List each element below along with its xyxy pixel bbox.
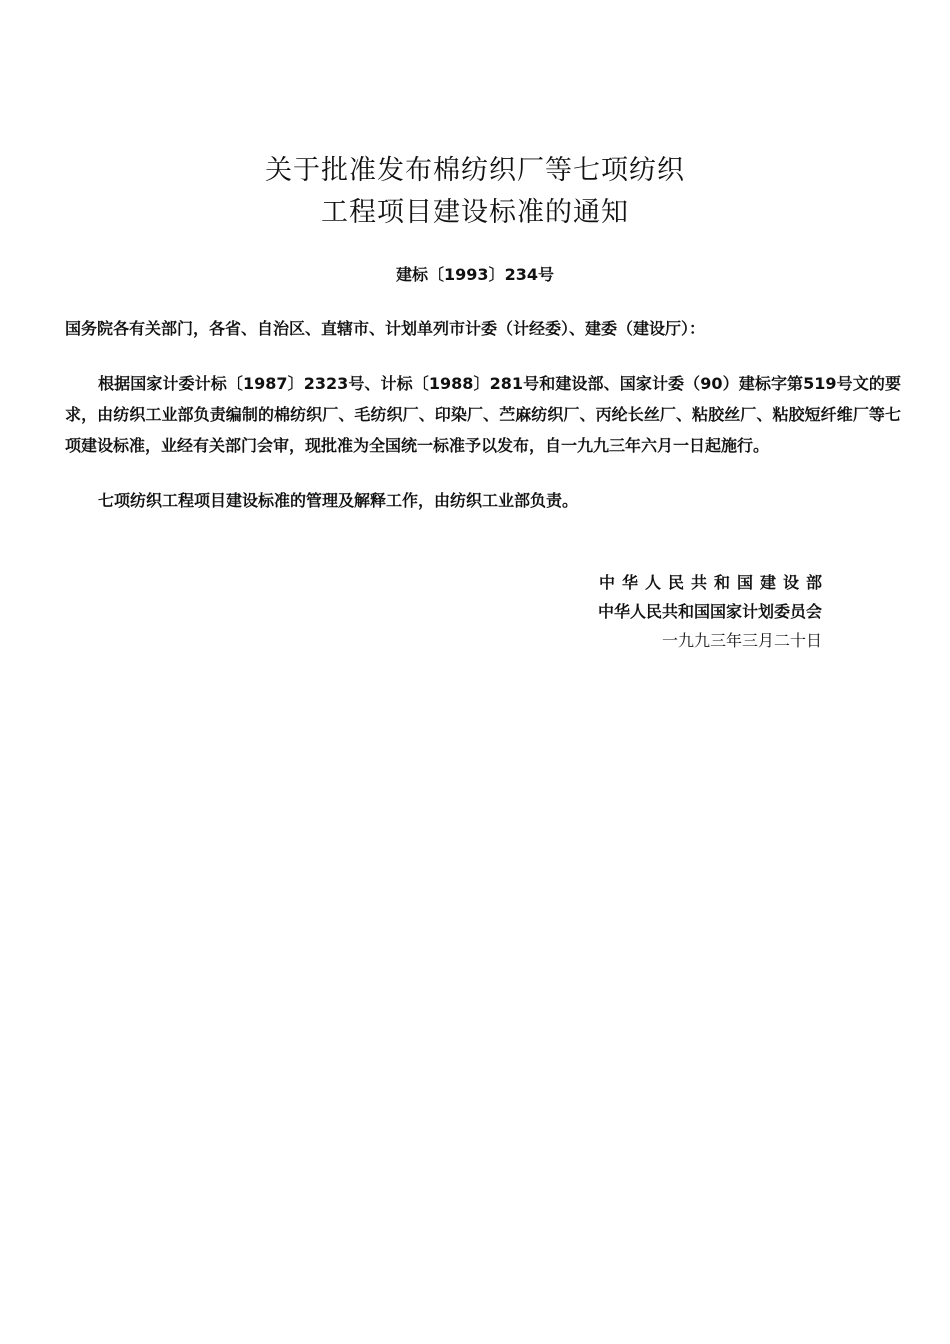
document-title-line-2: 工程项目建设标准的通知 bbox=[321, 197, 629, 228]
addressee-line: 国务院各有关部门，各省、自治区、直辖市、计划单列市计委（计经委）、建委（建设厅）： bbox=[65, 319, 706, 338]
document-number: 建标〔1993〕234号 bbox=[396, 265, 554, 284]
body-paragraph-2: 七项纺织工程项目建设标准的管理及解释工作，由纺织工业部负责。 bbox=[98, 491, 579, 510]
body-paragraph-1: 根据国家计委计标〔1987〕2323号、计标〔1988〕281号和建设部、国家计委（90）建标字第519号文的要求，由纺织工业部负责编制的棉纺织厂、毛纺织厂、印染厂、苎麻纺织厂、丙纶长丝厂、粘胶丝厂、粘胶短纤维厂等七项建设标准，业经有关部门会审，现批准为全国统一标准予以发布，自一九九三年六月一日起施行。 bbox=[65, 374, 901, 455]
issuer-state-planning-commission: 中华人民共和国国家计划委员会 bbox=[597, 602, 822, 621]
issuer-ministry-of-construction: 中华人民共和国建设部 bbox=[598, 573, 829, 592]
issue-date: 一九九三年三月二十日 bbox=[661, 631, 822, 650]
signature-block bbox=[597, 568, 829, 655]
document-title-line-1: 关于批准发布棉纺织厂等七项纺织 bbox=[265, 155, 685, 186]
